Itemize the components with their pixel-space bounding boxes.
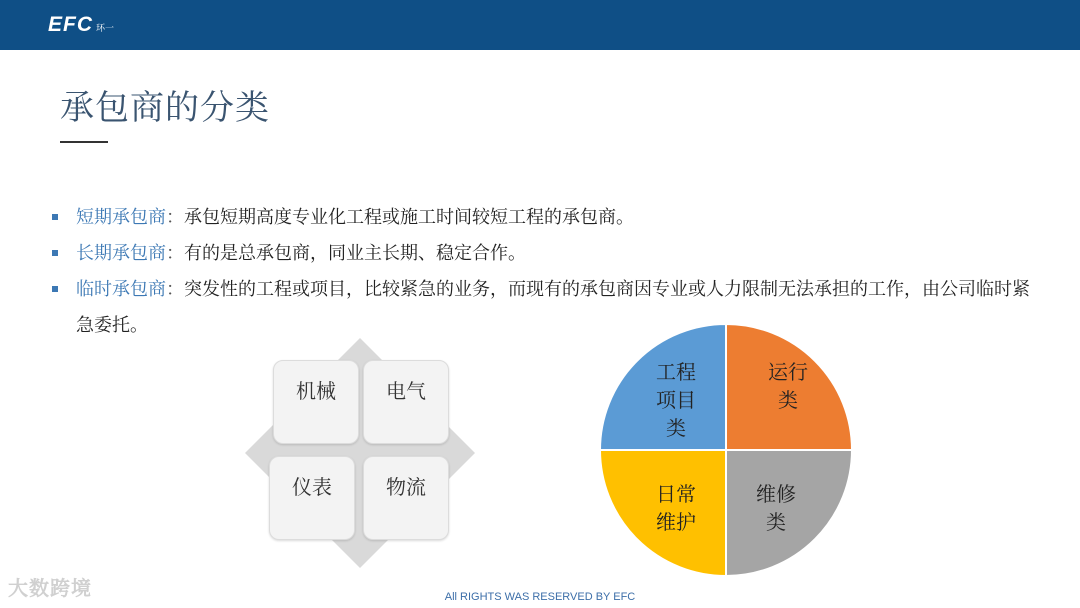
bullet-square-icon (52, 214, 58, 220)
bullet-item: 短期承包商：承包短期高度专业化工程或施工时间较短工程的承包商。 (52, 200, 1042, 236)
watermark: 大数跨境 (8, 576, 92, 600)
arrow-right-icon (445, 423, 475, 483)
contractor-pie (598, 322, 854, 578)
bullet-term: 短期承包商 (76, 207, 166, 228)
tile-instrument: 仪表 (269, 456, 355, 540)
footer-copyright: All RIGHTS WAS RESERVED BY EFC (444, 591, 636, 603)
bullet-list (52, 200, 1042, 344)
bullet-text: 承包短期高度专业化工程或施工时间较短工程的承包商。 (184, 207, 634, 228)
logo-text: EFC (48, 13, 93, 36)
slide-title: 承包商的分类 (60, 88, 270, 128)
bullet-item: 长期承包商：有的是总承包商，同业主长期、稳定合作。 (52, 236, 1042, 272)
tile-electrical: 电气 (363, 360, 449, 444)
pie-label-engineering: 工程 项目 类 (656, 360, 696, 440)
bullet-text: 有的是总承包商，同业主长期、稳定合作。 (184, 243, 526, 264)
bullet-square-icon (52, 286, 58, 292)
header-bar (0, 0, 1080, 50)
bullet-term: 临时承包商 (76, 279, 166, 300)
title-underline (60, 141, 108, 143)
pie-label-maintenance: 维修 类 (756, 482, 796, 534)
logo-subtext: 环一 (96, 24, 115, 34)
bullet-square-icon (52, 250, 58, 256)
arrow-down-icon (330, 538, 390, 568)
bullet-term: 长期承包商 (76, 243, 166, 264)
bullet-text: 突发性的工程或项目，比较紧急的业务，而现有的承包商因专业或人力限制无法承担的工作，由公司临时紧急委托。 (76, 279, 1030, 336)
tile-logistics: 物流 (363, 456, 449, 540)
tile-mechanical: 机械 (273, 360, 359, 444)
pie-label-operation: 运行 类 (768, 360, 808, 412)
efc-logo (48, 13, 114, 37)
bullet-item: 临时承包商：突发性的工程或项目，比较紧急的业务，而现有的承包商因专业或人力限制无法承担的工作，由公司临时紧急委托。 (52, 272, 1042, 344)
category-matrix (245, 338, 475, 568)
pie-label-daily-maintenance: 日常 维护 (656, 482, 696, 534)
